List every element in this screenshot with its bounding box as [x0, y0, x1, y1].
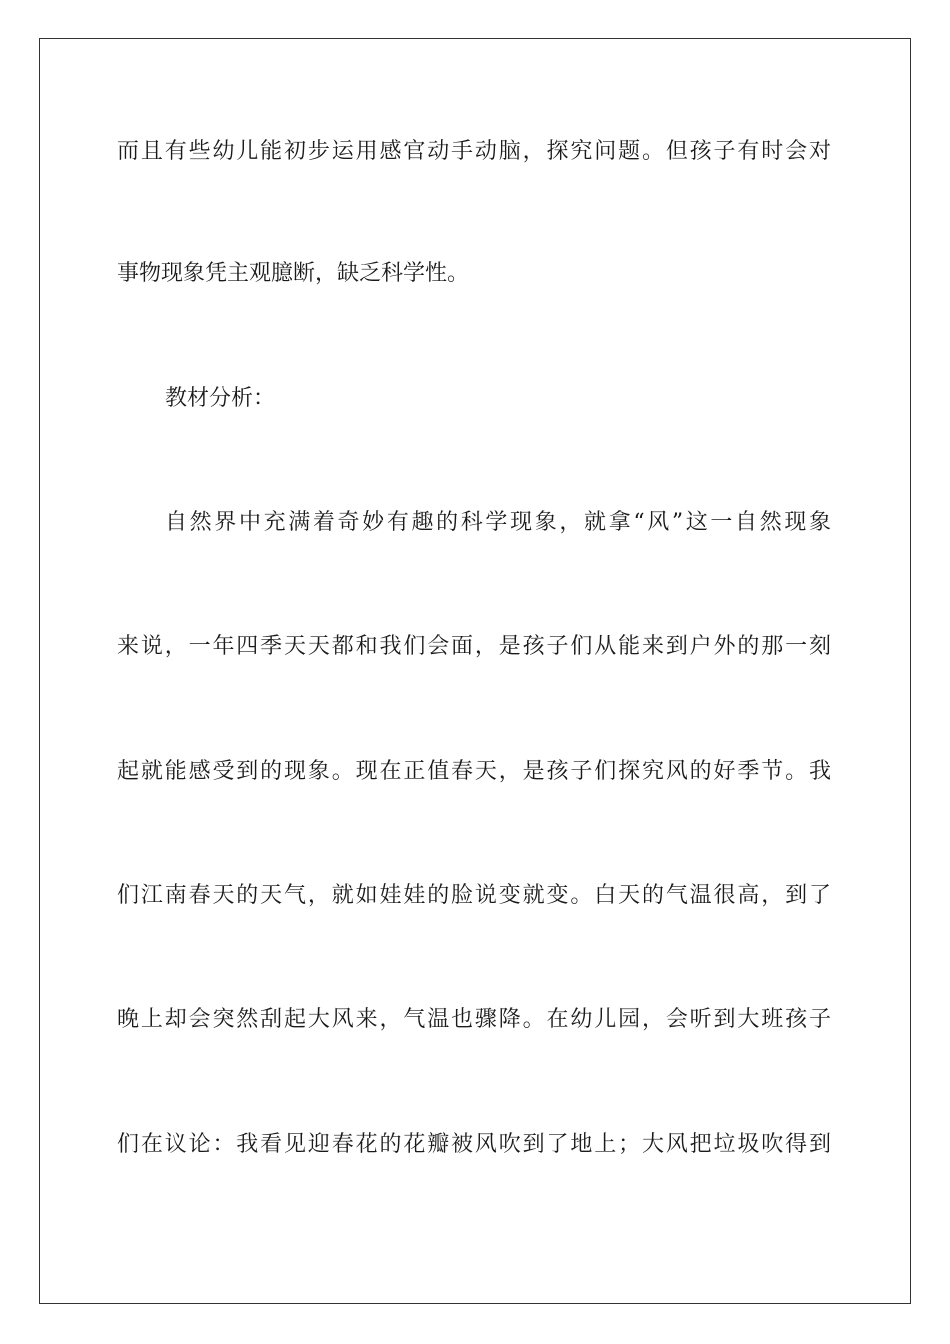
text-line-1: 而且有些幼儿能初步运用感官动手动脑，探究问题。但孩子有时会对: [117, 139, 831, 164]
page-border: [39, 38, 911, 1304]
text-line-8: 晚上却会突然刮起大风来，气温也骤降。在幼儿园，会听到大班孩子: [117, 1007, 831, 1032]
text-line-9: 们在议论：我看见迎春花的花瓣被风吹到了地上；大风把垃圾吹得到: [117, 1132, 831, 1157]
text-line-6: 起就能感受到的现象。现在正值春天，是孩子们探究风的好季节。我: [117, 759, 831, 784]
text-line-4: 自然界中充满着奇妙有趣的科学现象，就拿“风”这一自然现象: [165, 510, 831, 535]
section-heading: 教材分析：: [165, 386, 276, 411]
text-line-2: 事物现象凭主观臆断，缺乏科学性。: [117, 261, 470, 286]
text-line-5: 来说，一年四季天天都和我们会面，是孩子们从能来到户外的那一刻: [117, 634, 831, 659]
text-line-7: 们江南春天的天气，就如娃娃的脸说变就变。白天的气温很高，到了: [117, 883, 831, 908]
